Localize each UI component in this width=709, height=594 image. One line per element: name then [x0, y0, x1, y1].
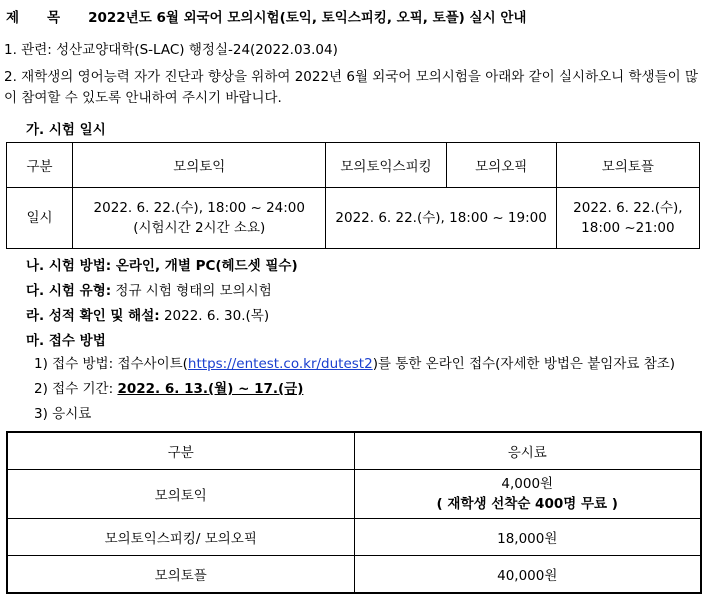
purpose-line: 2. 재학생의 영어능력 자가 진단과 향상을 위하여 2022년 6월 외국어 모의시험을 아래와 같이 실시하오니 학생들이 많이 참여할 수 있도록 안내하여 주시기 바랍니다. [4, 68, 698, 106]
title-text: 2022년도 6월 외국어 모의시험(토익, 토익스피킹, 오픽, 토플) 실시 안내 [88, 10, 527, 26]
label-result-check: 라. 성적 확인 및 해설: [26, 307, 160, 324]
value-exam-method: 온라인, 개별 PC(헤드셋 필수) [111, 257, 298, 274]
row-label-datetime: 일시 [7, 187, 73, 248]
cell-toefl-line1: 2022. 6. 22.(수), [573, 199, 683, 216]
table-row [7, 187, 700, 248]
table-row [7, 519, 701, 556]
column-header-fee: 응시료 [354, 432, 701, 470]
fee-row-value-toeic [354, 469, 701, 519]
table-row [7, 469, 701, 519]
fee-row-value-speaking-opic: 18,000원 [354, 519, 701, 556]
cell-toefl-line2: 18:00 ~21:00 [581, 219, 675, 236]
section-exam-type [26, 279, 709, 299]
registration-period-value: 2022. 6. 13.(월) ~ 17.(금) [117, 381, 304, 398]
registration-period-item [34, 379, 709, 399]
cell-toefl-datetime [556, 187, 699, 248]
document-title [6, 6, 709, 26]
column-header-toefl: 모의토플 [556, 142, 699, 187]
section-heading-exam-schedule: 가. 시험 일시 [26, 121, 106, 138]
title-label-mok: 목 [47, 10, 61, 26]
exam-schedule-table [6, 142, 700, 249]
cell-speaking-opic-datetime: 2022. 6. 22.(수), 18:00 ~ 19:00 [326, 187, 556, 248]
table-header-row [7, 432, 701, 470]
registration-method-suffix: )를 통한 온라인 접수(자세한 방법은 붙임자료 참조) [372, 355, 676, 372]
fee-amount-toeic: 4,000원 [501, 475, 554, 492]
cell-toeic-line2: (시험시간 2시간 소요) [133, 219, 266, 236]
section-exam-method [26, 254, 709, 274]
column-header-toeic-speaking: 모의토익스피킹 [326, 142, 446, 187]
registration-period-prefix: 2) 접수 기간: [34, 381, 118, 398]
label-registration-method: 마. 접수 방법 [26, 332, 106, 349]
column-header-opic: 모의오픽 [446, 142, 556, 187]
section-heading-registration [26, 329, 709, 349]
column-header-category: 구분 [7, 432, 354, 470]
fee-table [6, 431, 702, 594]
fee-row-name-speaking-opic: 모의토익스피킹/ 모의오픽 [7, 519, 354, 556]
fee-row-name-toefl: 모의토플 [7, 556, 354, 594]
value-result-check: 2022. 6. 30.(목) [159, 307, 270, 324]
column-header-category: 구분 [7, 142, 73, 187]
label-exam-method: 나. 시험 방법: [26, 257, 112, 274]
fee-note-toeic: ( 재학생 선착순 400명 무료 ) [436, 495, 618, 512]
cell-toeic-line1: 2022. 6. 22.(수), 18:00 ~ 24:00 [93, 199, 305, 216]
registration-method-item [34, 354, 709, 374]
fee-row-value-toefl: 40,000원 [354, 556, 701, 594]
registration-site-link[interactable]: https://entest.co.kr/dutest2 [187, 355, 373, 372]
title-label-je: 제 [6, 10, 20, 26]
value-exam-type: 정규 시험 형태의 모의시험 [111, 282, 272, 299]
column-header-toeic: 모의토익 [73, 142, 326, 187]
label-exam-type: 다. 시험 유형: [26, 282, 112, 299]
table-header-row [7, 142, 700, 187]
registration-method-prefix: 1) 접수 방법: 접수사이트( [34, 355, 188, 372]
document-page [0, 6, 709, 585]
fee-item-heading: 3) 응시료 [34, 406, 92, 423]
table-row [7, 556, 701, 594]
fee-row-name-toeic: 모의토익 [7, 469, 354, 519]
section-result-check [26, 304, 709, 324]
related-line: 1. 관련: 성산교양대학(S-LAC) 행정실-24(2022.03.04) [4, 42, 338, 58]
cell-toeic-datetime [73, 187, 326, 248]
